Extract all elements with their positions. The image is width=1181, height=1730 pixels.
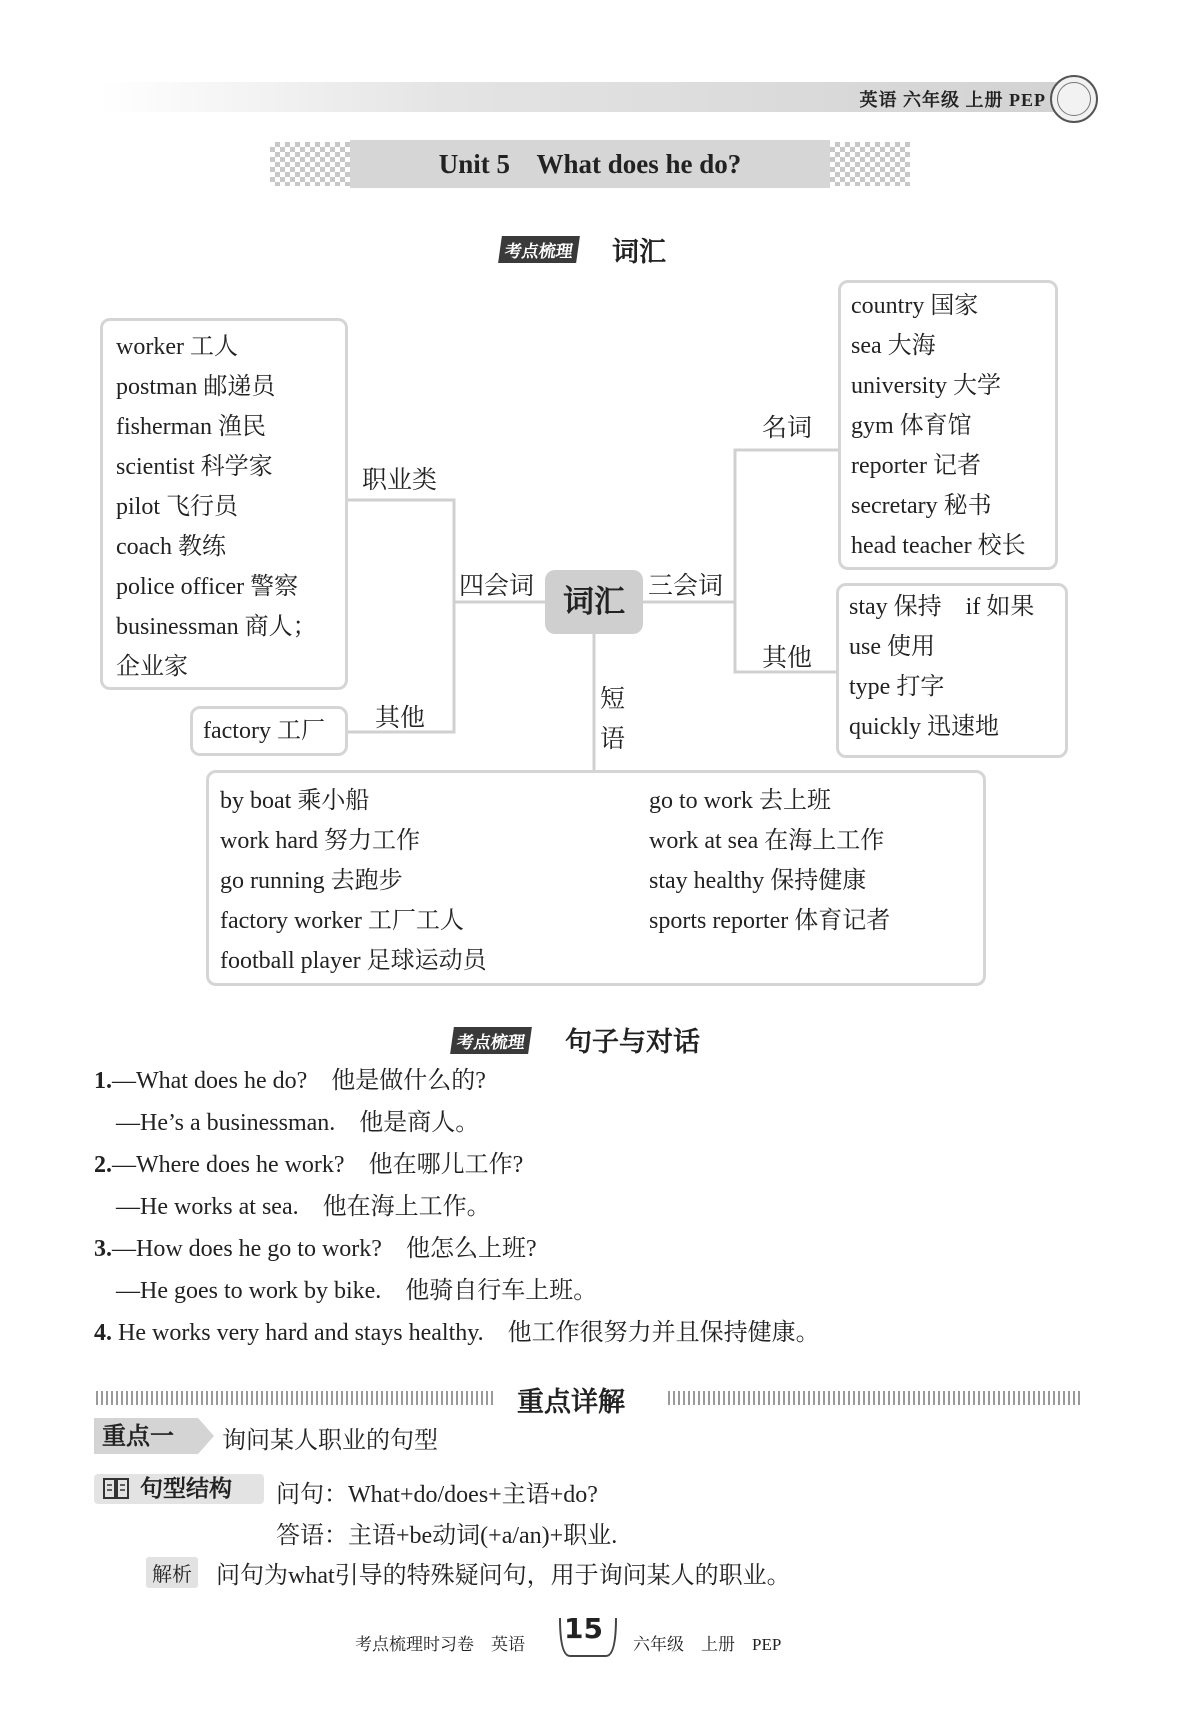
list-item: gym 体育馆 <box>851 413 972 439</box>
list-item <box>94 1102 820 1144</box>
analysis-label: 解析 <box>146 1557 198 1588</box>
list-item <box>94 1186 820 1228</box>
branch-nouns: 名词 <box>762 415 813 442</box>
list-item: reporter 记者 <box>851 453 981 479</box>
branch-jobs: 职业类 <box>362 467 438 494</box>
list-item: businessman 商人； <box>116 614 317 640</box>
sentence-list <box>94 1060 820 1354</box>
item-number: 2. <box>94 1152 112 1178</box>
item-text: —What does he do? 他是做什么的? <box>112 1068 486 1094</box>
question-pattern: 问句：What+do/does+主语+do? <box>276 1482 598 1508</box>
divider-left <box>96 1391 496 1405</box>
list-item <box>94 1228 820 1270</box>
list-item <box>94 1144 820 1186</box>
list-item: postman 邮递员 <box>116 374 276 400</box>
phrases-right-column <box>649 781 890 941</box>
list-item: type 打字 <box>849 674 945 700</box>
branch-others-left: 其他 <box>375 705 426 732</box>
jobs-box <box>100 318 348 690</box>
section-title-sentences: 句子与对话 <box>565 1027 700 1058</box>
list-item: pilot 飞行员 <box>116 494 239 520</box>
list-item: coach 教练 <box>116 534 226 560</box>
divider-right <box>668 1391 1080 1405</box>
list-item: work at sea 在海上工作 <box>649 828 885 854</box>
key-points-title: 重点详解 <box>517 1387 625 1418</box>
others-right-box <box>836 583 1068 758</box>
item-text: —How does he go to work? 他怎么上班? <box>112 1236 537 1262</box>
item-number: 1. <box>94 1068 112 1094</box>
item-number: 3. <box>94 1236 112 1262</box>
chevron-right-icon <box>198 1418 214 1454</box>
mindmap-hub: 词汇 <box>545 570 643 634</box>
item-text: —He’s a businessman. 他是商人。 <box>116 1110 480 1136</box>
list-item: by boat 乘小船 <box>220 788 370 814</box>
list-item: fisherman 渔民 <box>116 414 266 440</box>
list-item: go running 去跑步 <box>220 868 403 894</box>
item-text: —He works at sea. 他在海上工作。 <box>116 1194 491 1220</box>
others-left-box <box>190 706 348 756</box>
branch-others-right: 其他 <box>762 645 813 672</box>
list-item: sea 大海 <box>851 333 936 359</box>
list-item: quickly 迅速地 <box>849 714 999 740</box>
list-item: work hard 努力工作 <box>220 828 420 854</box>
section-tag-vocab: 考点梳理 <box>498 236 580 263</box>
list-item: sports reporter 体育记者 <box>649 908 891 934</box>
list-item: stay 保持 if 如果 <box>849 594 1035 620</box>
list-item: go to work 去上班 <box>649 788 831 814</box>
list-item: country 国家 <box>851 293 979 319</box>
phrases-left-column <box>220 781 487 981</box>
list-item: 企业家 <box>116 654 188 680</box>
structure-label: 句型结构 <box>140 1476 232 1502</box>
branch-four-skill: 四会词 <box>459 573 535 600</box>
key-point-title: 询问某人职业的句型 <box>222 1426 438 1454</box>
list-item: use 使用 <box>849 634 935 660</box>
item-text: —He goes to work by bike. 他骑自行车上班。 <box>116 1278 598 1304</box>
analysis-text: 问句为what引导的特殊疑问句，用于询问某人的职业。 <box>216 1563 791 1589</box>
answer-pattern: 答语：主语+be动词(+a/an)+职业. <box>276 1523 618 1549</box>
list-item: university 大学 <box>851 373 1001 399</box>
subject-line: 英语 六年级 上册 PEP <box>859 90 1046 110</box>
page-number: 15 <box>564 1612 603 1645</box>
unit-title: Unit 5 What does he do? <box>350 140 830 188</box>
list-item <box>94 1060 820 1102</box>
structure-label-box <box>94 1474 264 1504</box>
book-icon <box>102 1477 132 1501</box>
list-item: head teacher 校长 <box>851 533 1026 559</box>
branch-phrases: 短 语 <box>600 686 626 753</box>
section-tag-sentences: 考点梳理 <box>450 1027 532 1054</box>
section-title-vocab: 词汇 <box>612 237 666 268</box>
list-item: police officer 警察 <box>116 574 299 600</box>
list-item: worker 工人 <box>116 334 238 360</box>
item-text: —Where does he work? 他在哪儿工作? <box>112 1152 524 1178</box>
branch-three-skill: 三会词 <box>648 573 724 600</box>
phrases-box <box>206 770 986 986</box>
list-item <box>94 1270 820 1312</box>
list-item: football player 足球运动员 <box>220 948 487 974</box>
list-item: factory worker 工厂工人 <box>220 908 464 934</box>
list-item: secretary 秘书 <box>851 493 992 519</box>
item-text: He works very hard and stays healthy. 他工作很努力并且保持健康。 <box>118 1320 820 1346</box>
list-item: scientist 科学家 <box>116 454 273 480</box>
list-item <box>94 1312 820 1354</box>
list-item: factory 工厂 <box>203 718 325 744</box>
nouns-box <box>838 280 1058 570</box>
list-item: stay healthy 保持健康 <box>649 868 867 894</box>
footer-left: 考点梳理时习卷 英语 <box>355 1635 525 1654</box>
footer-right: 六年级 上册 PEP <box>633 1635 782 1654</box>
item-number: 4. <box>94 1320 112 1346</box>
key-point-label: 重点一 <box>94 1418 198 1454</box>
